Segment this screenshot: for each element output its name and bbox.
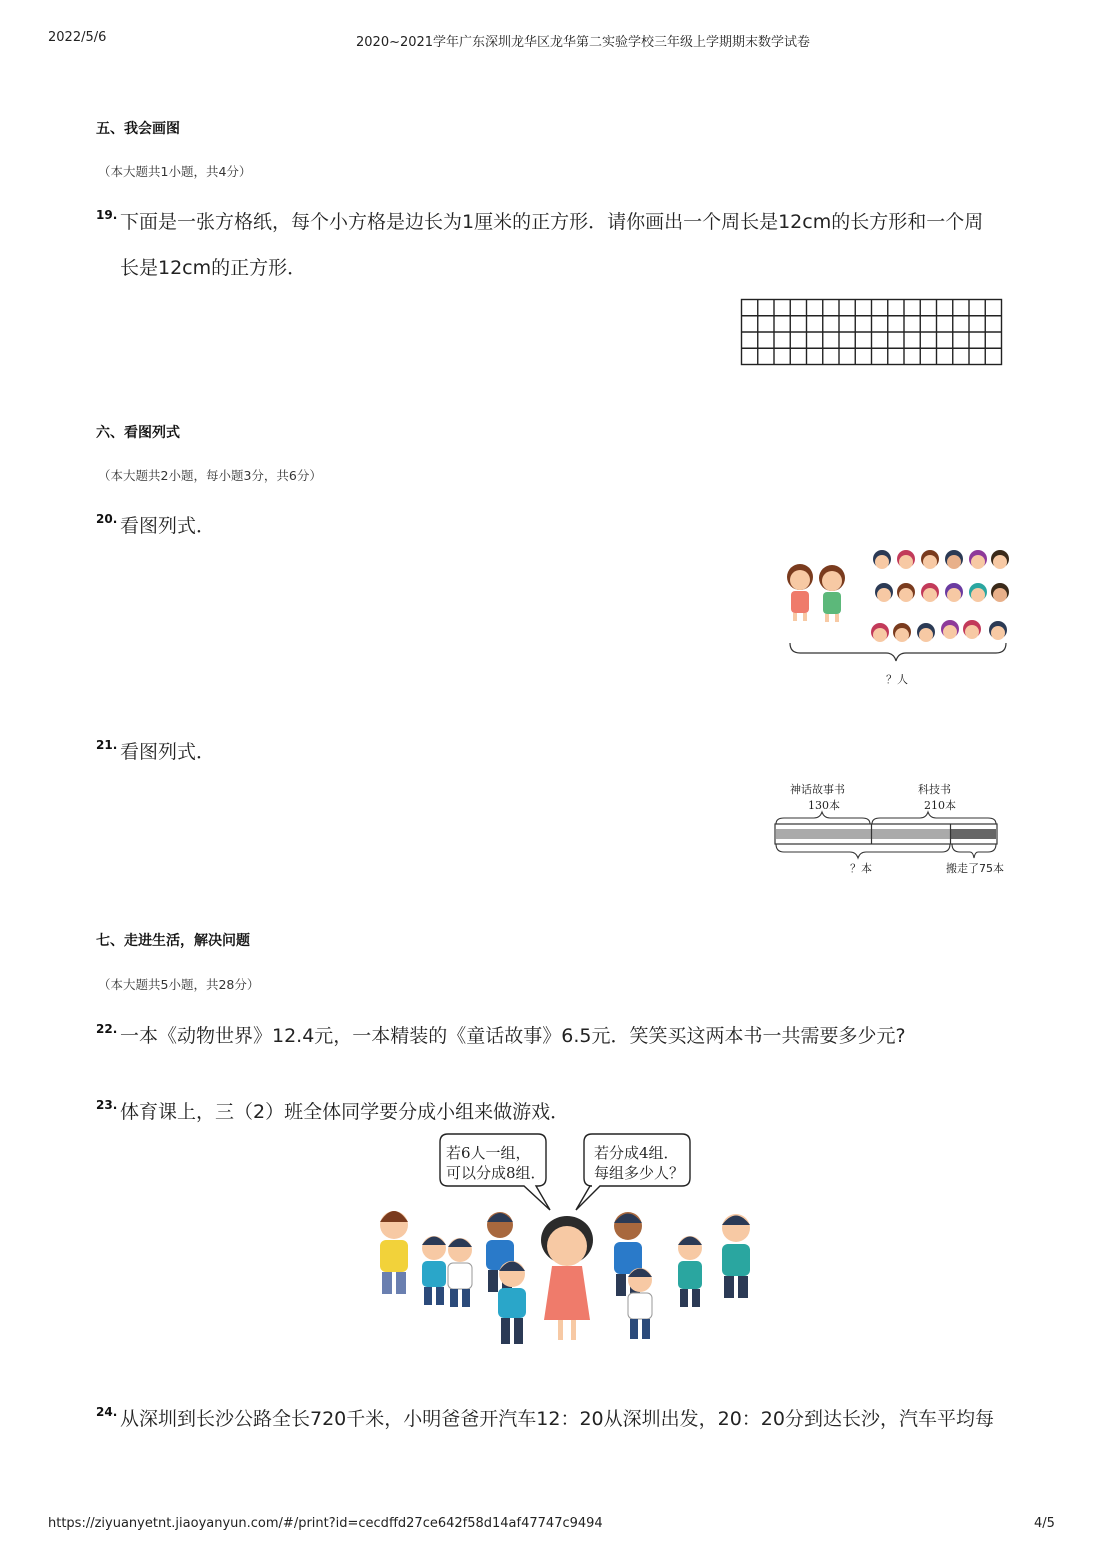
question-number: 19.: [96, 208, 118, 222]
bubble-text: 可以分成8组．: [446, 1164, 546, 1182]
question-label: ？人: [886, 673, 908, 686]
bar-question: ？本: [850, 862, 872, 875]
section-note: （本大题共1小题，共4分）: [98, 164, 252, 179]
boy-figure: [628, 1268, 652, 1339]
bar-value: 210本: [924, 799, 956, 812]
bar-diagram: [770, 810, 1006, 860]
bubble-text: 若6人一组，: [446, 1144, 531, 1162]
question-text: 下面是一张方格纸，每个小方格是边长为1厘米的正方形．请你画出一个周长是12cm的长方形和一个周: [120, 211, 984, 233]
footer-page: 4/5: [1034, 1516, 1055, 1531]
question-text: 体育课上，三（2）班全体同学要分成小组来做游戏．: [120, 1101, 570, 1123]
bar-moved: 搬走了75本: [946, 862, 1004, 875]
bar-label: 神话故事书: [790, 783, 845, 796]
brace: [790, 643, 1006, 661]
bubble-text: 若分成4组．: [594, 1144, 679, 1162]
question-number: 22.: [96, 1022, 118, 1036]
boy-figure: [498, 1261, 526, 1344]
question-number: 23.: [96, 1098, 118, 1112]
question-number: 24.: [96, 1405, 118, 1419]
bubble-text: 每组多少人？: [594, 1164, 685, 1182]
header-title: 2020~2021学年广东深圳龙华区龙华第二实验学校三年级上学期期末数学试卷: [356, 35, 811, 50]
section-title: 六、看图列式: [96, 425, 180, 441]
boy-figure: [448, 1238, 472, 1307]
section-note: （本大题共5小题，共28分）: [98, 977, 260, 992]
question-number: 20.: [96, 512, 118, 526]
bar-label: 科技书: [918, 783, 951, 796]
girl-figure: [787, 564, 813, 621]
question-text: 一本《动物世界》12.4元，一本精装的《童话故事》6.5元．笑笑买这两本书一共需要多少元?: [120, 1025, 906, 1047]
question-text: 从深圳到长沙公路全长720千米，小明爸爸开汽车12：20从深圳出发，20：20分到达长沙，汽车平均每: [120, 1408, 994, 1430]
section-title: 五、我会画图: [96, 121, 180, 137]
header-date: 2022/5/6: [48, 30, 107, 45]
section-title: 七、走进生活，解决问题: [96, 933, 250, 949]
boy-figure: [422, 1236, 446, 1305]
boy-figure: [678, 1236, 702, 1307]
section-note: （本大题共2小题，每小题3分，共6分）: [98, 468, 322, 483]
girl-figure: [819, 565, 845, 622]
boy-figure: [380, 1211, 408, 1294]
grid-paper: [740, 298, 1004, 368]
girl-figure: [541, 1216, 593, 1340]
boy-figure: [722, 1214, 750, 1298]
question-text: 长是12cm的正方形．: [120, 257, 307, 279]
question-text: 看图列式．: [120, 741, 216, 763]
footer-url: https://ziyuanyetnt.jiaoyanyun.com/#/print?id=cecdffd27ce642f58d14af47747c9494: [48, 1516, 603, 1531]
kid-heads-grid: [871, 550, 1009, 642]
question-text: 看图列式．: [120, 515, 216, 537]
kids-illustration: [778, 545, 1018, 665]
classroom-illustration: [364, 1130, 774, 1355]
bar-value: 130本: [808, 799, 840, 812]
question-number: 21.: [96, 738, 118, 752]
